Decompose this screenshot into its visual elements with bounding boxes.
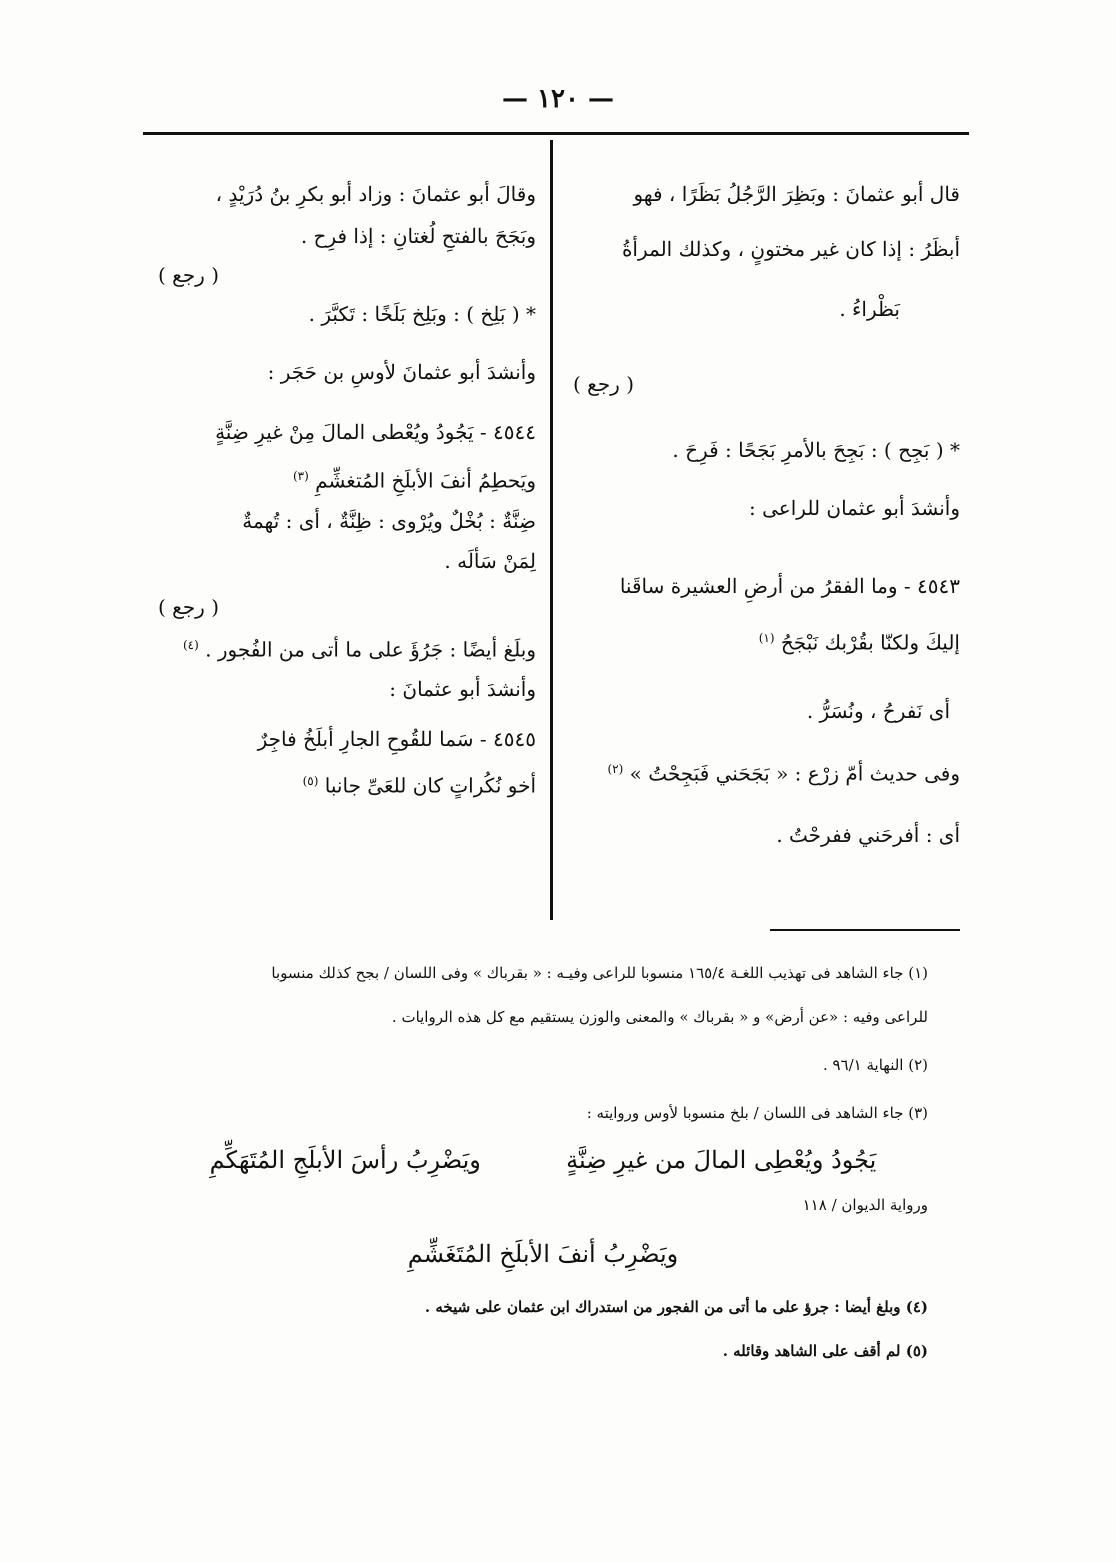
verse-text: ويَحطِمُ أنفَ الأبلَخِ المُتغشِّمِ — [315, 468, 536, 493]
footnote-5: (٥) لم أقف على الشاهد وقائله . — [722, 1342, 928, 1360]
balikh-text: وبلَغ أيضًا : جَرُؤَ على ما أتى من الفُجور . — [205, 637, 536, 662]
footnote-verse — [158, 1138, 928, 1182]
footnote-1: (١) جاء الشاهد فى تهذيب اللغـة ١٦٥/٤ منسوبا للراعى وفيـه : « بقرباك » وفى اللسان / بجح كذلك منسوبا — [271, 964, 928, 982]
verse-line — [158, 761, 536, 806]
left-column — [158, 150, 536, 806]
footnote-1-cont: للراعى وفيه : «عن أرض» و « بقرباك » والمعنى والوزن يستقيم مع كل هذه الروايات . — [391, 1008, 928, 1026]
text-line — [565, 749, 960, 794]
verse-text: أخو نُكُراتٍ كان للعَىِّ جانبا — [324, 773, 536, 798]
footnote-ref: (١) — [758, 631, 775, 645]
verse-line: ٤٥٤٥ - سَما للقُوحِ الجارِ أبلَخُ فاجِرٌ — [257, 727, 536, 752]
text-line: أى نَفرحُ ، ونُسَرُّ . — [806, 698, 950, 723]
text-line: وأنشدَ أبو عثمان للراعى : — [749, 496, 960, 520]
column-divider — [550, 140, 553, 920]
footnote-ref: (٢) — [607, 761, 624, 776]
footnote-2: (٢) النهاية ٩٦/١ . — [822, 1056, 928, 1074]
footnote-ref: (٣) — [292, 469, 309, 483]
section-marker: ( رجع ) — [573, 372, 635, 396]
verse-line: ٤٥٤٣ - وما الفقرُ من أرضِ العشيرة ساقَنا — [619, 574, 960, 598]
verse-text: إليكَ ولكنّا بقُرْبك نَبْجَحُ — [780, 630, 960, 655]
text-line: قال أبو عثمانَ : وبَظِرَ الرَّجُلُ بَظَرًا ، فهو — [633, 182, 960, 206]
text-line: وقالَ أبو عثمانَ : وزاد أبو بكرِ بنُ دُرَيْدٍ ، — [215, 182, 536, 206]
text-line: ضِنَّةٌ : بُخْلٌ ويُرْوى : ظِنَّةٌ ، أى : تُهمةٌ — [242, 508, 536, 533]
verse-hemistich: يَجُودُ ويُعْطِى المالَ من غيرِ ضِنَّةٍ — [566, 1146, 877, 1174]
text-line: وأنشدَ أبو عثمانَ لأوسِ بن حَجَر : — [267, 360, 536, 384]
footnotes — [158, 958, 928, 1366]
text-line: بَظْراءُ . — [839, 297, 900, 321]
text-line: وبَجَحَ بالفتحِ لُغتانِ : إذا فرِح . — [300, 224, 536, 248]
text-line — [158, 625, 536, 670]
footnote-3-diwan: ورواية الديوان / ١١٨ — [802, 1196, 928, 1214]
right-column — [565, 150, 960, 855]
footnote-rule — [770, 929, 960, 931]
footnote-ref: (٤) — [182, 637, 199, 652]
section-marker: ( رجع ) — [158, 263, 220, 287]
entry-heading: * ( بَجِح ) : بَجِحَ بالأمرِ بَجَحًا : فَرِحَ . — [672, 438, 960, 462]
verse-hemistich: ويَضْرِبُ رأسَ الأبلَجِ المُتَهَكِّمِ — [209, 1146, 481, 1174]
text-line: لِمَنْ سَألَه . — [444, 548, 536, 573]
top-rule — [143, 132, 969, 135]
page-number: — ١٢٠ — — [501, 84, 615, 114]
footnote-ref: (٥) — [302, 774, 319, 789]
entry-heading: * ( بَلِخ ) : وبَلِخ بَلَخًا : تَكبَّرَ . — [308, 302, 536, 326]
verse-line — [565, 618, 960, 663]
text-line: أى : أفرحَني ففرحْتُ . — [776, 823, 960, 848]
verse-line — [158, 456, 536, 501]
hadith-text: وفى حديث أمّ زرْع : « بَجَحَني فَبَجِحْتُ » — [629, 761, 960, 786]
text-line: وأنشدَ أبو عثمانَ : — [389, 677, 536, 702]
verse-line: ٤٥٤٤ - يَجُودُ ويُعْطى المالَ مِنْ غيرِ ضِنَّةٍ — [215, 420, 536, 444]
text-line: أبظَرُ : إذا كان غير مختونٍ ، وكذلك المرأةُ — [621, 237, 960, 261]
section-marker: ( رجع ) — [158, 594, 220, 619]
footnote-diwan-verse: ويَضْرِبُ أنفَ الأبلَخِ المُتَغَشِّمِ — [407, 1240, 679, 1268]
footnote-3: (٣) جاء الشاهد فى اللسان / بلخ منسوبا لأوس وروايته : — [586, 1104, 928, 1122]
footnote-4: (٤) وبلغ أيضا : جرؤ على ما أتى من الفجور من استدراك ابن عثمان على شيخه . — [424, 1298, 928, 1316]
